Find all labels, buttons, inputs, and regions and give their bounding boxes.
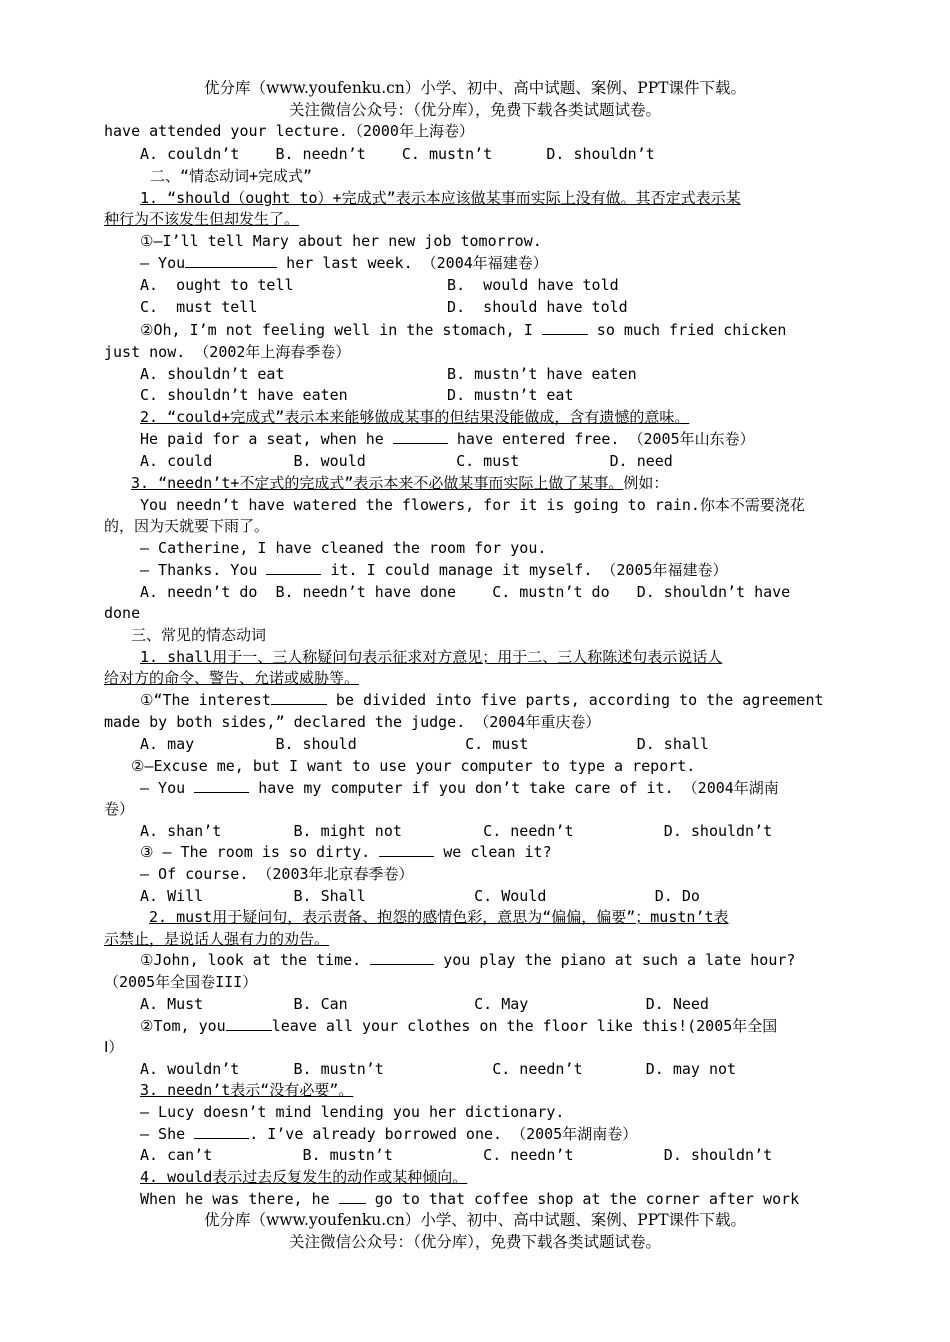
answer-options: C. shouldn’t have eaten D. mustn’t eat (140, 386, 574, 404)
question-text: ②—Excuse me, but I want to use your computer to type a report. (131, 757, 696, 775)
text-segment: go to that coffee shop at the corner after work (365, 1190, 800, 1208)
question-text (140, 778, 950, 799)
answer-blank (226, 1016, 272, 1031)
text-segment: have my computer if you don’t take care of it. （2004年湖南 (249, 779, 779, 797)
text-segment: ③ — The room is so dirty. (140, 843, 380, 861)
answer-options: C. must tell D. should have told (140, 298, 628, 316)
text-line: Ⅰ） (104, 1038, 124, 1056)
text-segment: 例如： (623, 474, 669, 492)
question-text: — Lucy doesn’t mind lending you her dictionary. (140, 1103, 565, 1121)
text-line: done (104, 604, 141, 622)
rule-text: 种行为不该发生但却发生了。 (104, 210, 300, 228)
text-segment: ②Oh, I’m not feeling well in the stomach, I (140, 321, 542, 339)
answer-options: A. wouldn’t B. mustn’t C. needn’t D. may not (140, 1060, 737, 1078)
answer-options: A. shan’t B. might not C. needn’t D. shouldn’t (140, 822, 773, 840)
question-text (140, 1189, 950, 1210)
text-segment: — You (140, 779, 195, 797)
answer-options: A. can’t B. mustn’t C. needn’t D. shouldn’t (140, 1146, 773, 1164)
question-text (140, 320, 950, 341)
header-line-2: 关注微信公众号：（优分库），免费下载各类试题试卷。 (288, 101, 661, 119)
text-segment: leave all your clothes on the floor like this!(2005年全国 (271, 1017, 778, 1035)
text-segment: her last week. （2004年福建卷） (277, 254, 548, 272)
answer-blank (542, 320, 588, 335)
answer-blank (271, 690, 327, 705)
question-text: — Of course. （2003年北京春季卷） (140, 865, 414, 883)
answer-blank (194, 778, 249, 793)
text-segment: ②Tom, you (140, 1017, 226, 1035)
rule-text: 2. “could+完成式”表示本来能够做成某事的但结果没能做成，含有遗憾的意味。 (140, 408, 690, 426)
text-segment: you play the piano at such a late hour? (434, 951, 796, 969)
section-heading: 二、“情态动词+完成式” (150, 167, 313, 185)
rule-text: 1. shall用于一、三人称疑问句表示征求对方意见；用于二、三人称陈述句表示说话人 (140, 648, 723, 666)
rule-text: 4. would表示过去反复发生的动作或某种倾向。 (140, 1168, 468, 1186)
text-segment: — You (140, 254, 186, 272)
text-line: You needn’t have watered the flowers, for it is going to rain.你本不需要浇花 (140, 496, 805, 514)
text-segment: — Thanks. You (140, 561, 267, 579)
question-text (140, 253, 950, 274)
text-segment: — She (140, 1125, 195, 1143)
answer-blank (393, 429, 448, 444)
answer-blank (370, 950, 434, 965)
answer-blank (379, 842, 434, 857)
text-segment: it. I could manage it myself. （2005年福建卷） (321, 561, 728, 579)
question-text: — Catherine, I have cleaned the room for you. (140, 539, 547, 557)
rule-text: 给对方的命令、警告、允诺或威胁等。 (104, 669, 360, 687)
answer-options: A. ought to tell B. would have told (140, 276, 619, 294)
text-segment: . I’ve already borrowed one. （2005年湖南卷） (249, 1125, 638, 1143)
text-segment: ①“The interest (140, 691, 271, 709)
rule-text: 3. needn’t表示“没有必要”。 (140, 1081, 354, 1099)
question-text: ①—I’ll tell Mary about her new job tomorrow. (140, 232, 542, 250)
text-segment: He paid for a seat, when he (140, 430, 393, 448)
header-line-1: 优分库（www.youfenku.cn）小学、初中、高中试题、案例、PPT课件下载。 (203, 79, 747, 97)
question-text (140, 560, 950, 581)
rule-text (131, 473, 950, 494)
text-line: （2005年全国卷III） (104, 973, 258, 991)
question-text (140, 690, 950, 711)
rule-text: 示禁止，是说话人强有力的劝告。 (104, 930, 330, 948)
answer-options: A. Will B. Shall C. Would D. Do (140, 887, 700, 905)
text-segment: so much fried chicken (587, 321, 787, 339)
text-segment: we clean it? (434, 843, 552, 861)
answer-options: A. needn’t do B. needn’t have done C. mustn’t do D. shouldn’t have (140, 583, 791, 601)
answer-blank (185, 253, 277, 268)
answer-blank (194, 1124, 249, 1139)
rule-text: 2. must用于疑问句，表示责备、抱怨的感情色彩，意思为“偏偏，偏要”；mustn’t表 (149, 908, 729, 926)
text-line: 卷） (104, 800, 135, 818)
rule-text: 1. “should（ought to）+完成式”表示本应该做某事而实际上没有做。其否定式表示某 (140, 189, 741, 207)
question-text (140, 429, 950, 450)
text-line: 的，因为天就要下雨了。 (104, 517, 270, 535)
question-text (140, 1124, 950, 1145)
question-text (140, 950, 950, 971)
text-segment: ①John, look at the time. (140, 951, 371, 969)
text-segment: When he was there, he (140, 1190, 339, 1208)
answer-options: A. could B. would C. must D. need (140, 452, 673, 470)
rule-text-underlined: 3. “needn’t+不定式的完成式”表示本来不必做某事而实际上做了某事。 (131, 474, 624, 492)
answer-options: A. may B. should C. must D. shall (140, 735, 709, 753)
text-line: have attended your lecture.（2000年上海卷） (104, 122, 474, 140)
answer-blank (266, 560, 321, 575)
question-text (140, 842, 950, 863)
footer-line-2: 关注微信公众号：（优分库），免费下载各类试题试卷。 (288, 1233, 661, 1251)
answer-blank (339, 1189, 366, 1204)
question-text (140, 1016, 950, 1037)
text-segment: have entered free. （2005年山东卷） (447, 430, 755, 448)
text-line: just now. （2002年上海春季卷） (104, 343, 351, 361)
answer-options: A. shouldn’t eat B. mustn’t have eaten (140, 365, 637, 383)
text-line: made by both sides,” declared the judge. （2004年重庆卷） (104, 713, 601, 731)
footer-line-1: 优分库（www.youfenku.cn）小学、初中、高中试题、案例、PPT课件下载。 (203, 1211, 747, 1229)
text-segment: be divided into five parts, according to the agreement (326, 691, 824, 709)
answer-options: A. couldn’t B. needn’t C. mustn’t D. shouldn’t (140, 145, 655, 163)
section-heading: 三、常见的情态动词 (131, 626, 267, 644)
answer-options: A. Must B. Can C. May D. Need (140, 995, 709, 1013)
